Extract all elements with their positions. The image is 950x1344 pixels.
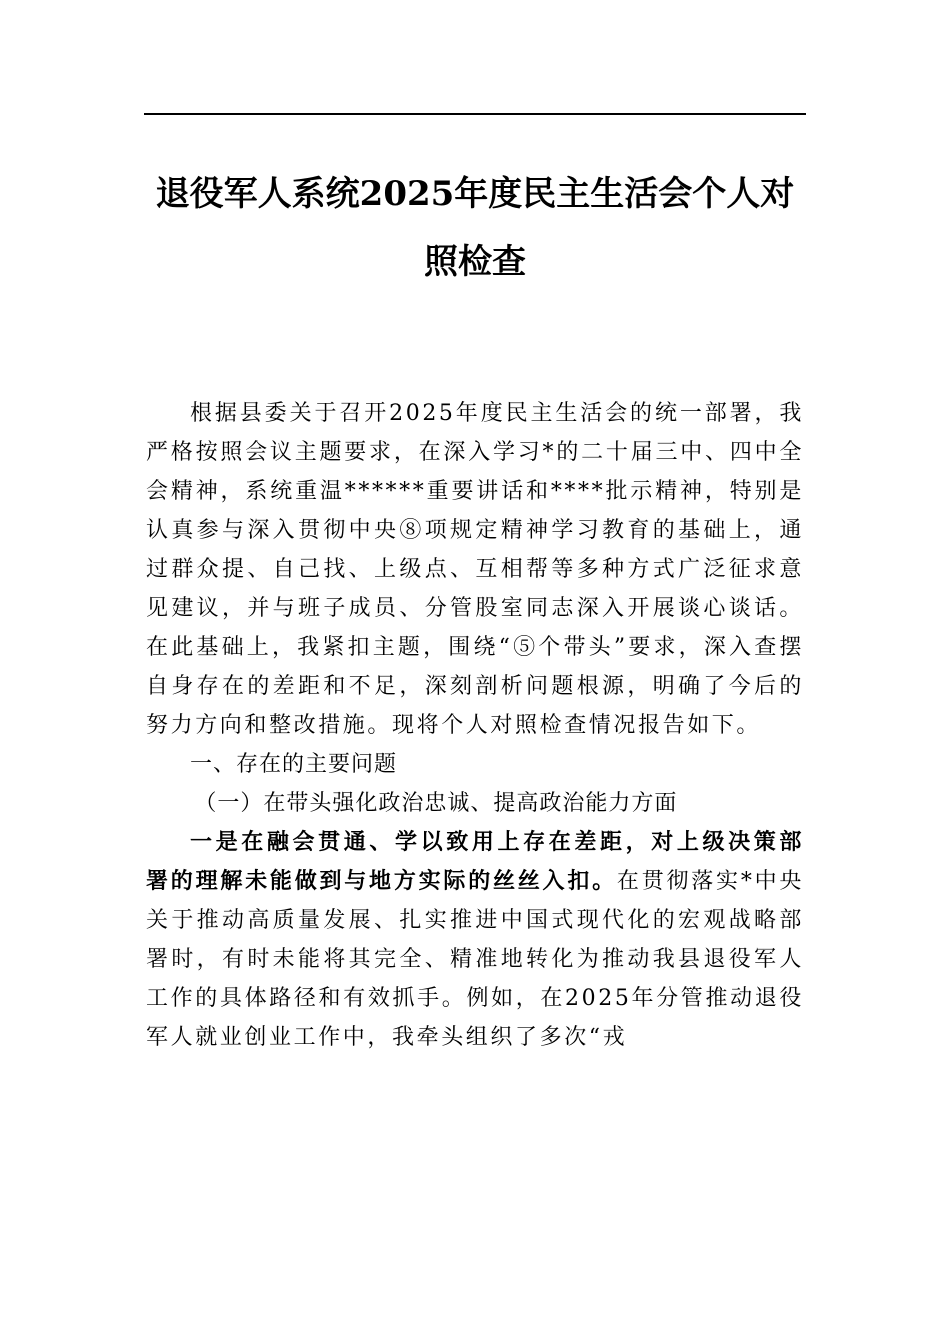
document-body [146, 394, 804, 1057]
point-body-text: 在贯彻落实*中央关于推动高质量发展、扎实推进中国式现代化的宏观战略部署时，有时未能将其完全、精准地转化为推动我县退役军人工作的具体路径和有效抓手。例如，在2025年分管推动退役军人就业创业工作中，我牵头组织了多次“戎 [146, 869, 804, 1050]
section-heading: 一、存在的主要问题 [190, 752, 398, 777]
subsection-heading: （一）在带头强化政治忠诚、提高政治能力方面 [194, 791, 678, 816]
document-title: 退役军人系统2025年度民主生活会个人对照检查 [155, 174, 795, 282]
intro-paragraph: 根据县委关于召开2025年度民主生活会的统一部署，我严格按照会议主题要求，在深入学习*的二十届三中、四中全会精神，系统重温******重要讲话和****批示精神，特别是认真参与深入贯彻中央⑧项规定精神学习教育的基础上，通过群众提、自己找、上级点、互相帮等多种方式广泛征求意见建议，并与班子成员、分管股室同志深入开展谈心谈话。在此基础上，我紧扣主题，围绕“⑤个带头”要求，深入查摆自身存在的差距和不足，深刻剖析问题根源，明确了今后的努力方向和整改措施。现将个人对照检查情况报告如下。 [146, 401, 804, 738]
point-lead-sentence: 一是在融会贯通、学以致用上存在差距，对上级决策部署的理解未能做到与地方实际的丝丝入扣。 [146, 829, 804, 894]
header-rule [144, 113, 806, 115]
point-paragraph [146, 823, 804, 1057]
